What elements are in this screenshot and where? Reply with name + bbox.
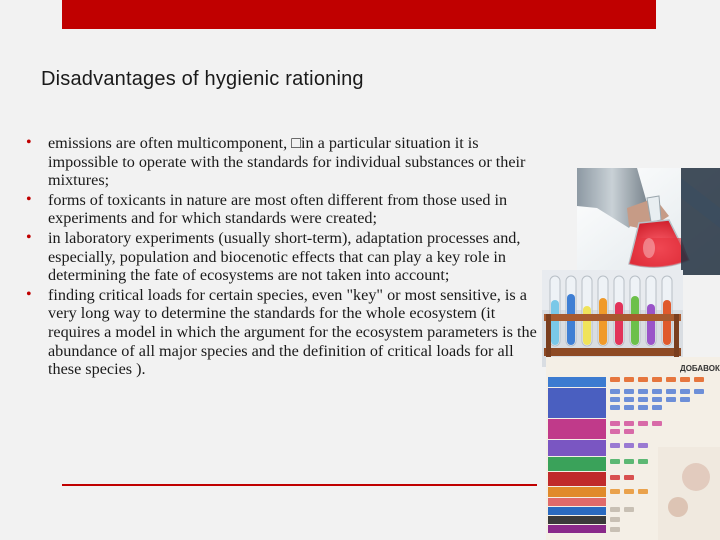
- bullet-text: emissions are often multicomponent, □in a particular situation it is impossible to operate with the standards for individual substances or their mixtures;: [48, 134, 526, 190]
- flask-photo: [577, 168, 720, 275]
- bullet-list: [24, 134, 544, 380]
- top-accent-bar: [62, 0, 656, 29]
- bullet-item: [24, 191, 544, 228]
- bullet-text: finding critical loads for certain species, even "key" or most sensitive, is a very long way to determine the standards for the whole ecosystem (it requires a model in which the argument for the ecosystem parameters is the abundance of all major species and the definition of critical loads for all these species ).: [48, 285, 537, 379]
- bullet-item: [24, 286, 544, 379]
- bullet-text: forms of toxicants in nature are most often different from those used in experiments and for which standards were created;: [48, 190, 508, 228]
- test-tubes-photo: [542, 270, 683, 367]
- bullet-item: [24, 229, 544, 285]
- bullet-text: in laboratory experiments (usually short-term), adaptation processes and, especially, population and biocenotic effects that can play a key role in determining the fate of ecosystems are not taken into account;: [48, 228, 521, 285]
- additives-table-image: [546, 357, 720, 540]
- table-heading: ДОБАВОК: [680, 364, 720, 373]
- bullet-icon: •: [26, 134, 32, 151]
- bullet-icon: •: [26, 228, 32, 246]
- bullet-icon: •: [26, 190, 32, 208]
- slide-title: Disadvantages of hygienic rationing: [41, 68, 364, 90]
- bottom-divider: [62, 484, 537, 486]
- bullet-icon: •: [26, 285, 32, 303]
- bullet-item: [24, 134, 544, 190]
